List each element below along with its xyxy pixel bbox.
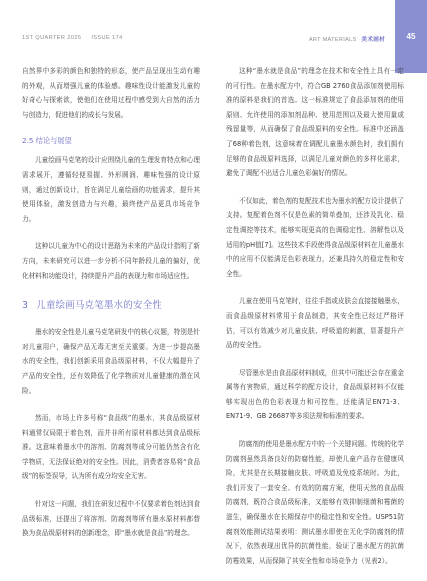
paragraph: 墨水的安全性是儿童马克笔研发中的核心议题，特别是针对儿童用户，确保产品无毒无害至关重要。为进一步提高墨水的安全性，我们创新采用食品级原材料，不仅大幅提升了产品的安全性，还有效降低了化学物质对儿童健康的潜在风险。 bbox=[22, 328, 200, 395]
left-column bbox=[22, 64, 200, 554]
paragraph: 防腐剂的使用是墨水配方中的一个关键问题。传统的化学防腐剂虽然具备良好的防腐性能，却使儿童产品存在健康风险，尤其是在长期接触皮肤、呼吸道及免疫系统时。为此，我们开发了一套安全、有效的防腐方案，使用天然的食品级防腐剂，既符合食品级标准，又能够有效抑制细菌和霉菌的滋生，确保墨水在长期保存中的稳定性和安全性。USP51防腐剂效能测试结果表明：测试墨水即使在无化学防腐剂的情况下，依然表现出优异的抗菌性能，验证了墨水配方的抗菌防霉效果，从而保障了其安全性和市场竞争力（见表2）。 bbox=[226, 440, 404, 565]
section-info bbox=[309, 35, 385, 43]
quarter-label: 1ST QUARTER 2025 bbox=[22, 35, 82, 41]
issue-info bbox=[22, 35, 131, 41]
chapter-number: 3 bbox=[22, 300, 29, 312]
paragraph: 然而，市场上许多号称“食品级”的墨水，其食品级原材料通常仅局限于着色剂，而并非所有原材料都达到食品级标准。这意味着墨水中的溶剂、防腐剂等成分可能仍然含有化学物质，无法保证绝对的安全性。因此，消费者容易将“食品级”的标签误导，认为所有成分均安全无害。 bbox=[22, 414, 200, 481]
paragraph: 针对这一问题，我们在研发过程中不仅要求着色剂达到食品级标准，还提出了将溶剂、防腐剂等所有墨水原材料都替换为食品级原材料的创新理念，即“墨水就是食品”的理念。 bbox=[22, 500, 200, 538]
page-number-tab bbox=[395, 0, 427, 73]
issue-label: ISSUE 174 bbox=[91, 35, 123, 41]
chapter-title: 儿童绘画马克笔墨水的安全性 bbox=[36, 300, 163, 312]
brand-label: 美术画材 bbox=[361, 37, 385, 43]
paragraph: 尽管墨水是由食品原材料制成，但其中可能还会存在重金属等有害物质，通过科学的配方设计，食品级原材料不仅能够实现出色的色彩表现力和可控性，还能满足EN71-3、EN71-9、GB 26687等多项法规和标准的要求。 bbox=[226, 368, 404, 421]
chapter-heading bbox=[22, 299, 200, 313]
paragraph: 自然界中多彩的颜色和独特的形态，使产品呈现出生动有趣的外观，从而增强儿童的体验感。趣味性设计能激发儿童的好奇心与探索欲，使他们在使用过程中感受到大自然的活力与创造力，促进他们的成长与发展。 bbox=[22, 67, 200, 119]
paragraph: 这种“墨水就是食品”的理念在技术和安全性上具有一定的可行性。在墨水配方中，符合GB 2760食品添加剂使用标准的原料是我们的首选。这一标准规定了食品添加剂的使用原则、允许使用的添加剂品种、使用范围以及最大使用量或残留量等，从而确保了食品级原料的安全性。标准中还涵盖了68种着色剂，这意味着在调配儿童墨水颜色时，我们拥有足够的食品级原料选择，以满足儿童对颜色的多样化需求，避免了调配不出适合儿童色彩偏好的情况。 bbox=[226, 67, 404, 178]
right-column bbox=[226, 64, 404, 581]
section-heading: 2.5 结论与展望 bbox=[22, 136, 72, 146]
page-header bbox=[0, 0, 427, 62]
paragraph: 儿童在使用马克笔时，往往手指或皮肤会直接接触墨水，而食品级原材料常用于食品制造，其安全性已经过严格评估，可以有效减少对儿童皮肤、呼吸道的刺激，显著提升产品的安全性。 bbox=[226, 297, 404, 350]
paragraph: 这种以儿童为中心的设计思路为未来的产品设计指明了新方向，未来研究可以进一步分析不同年龄段儿童的偏好，优化材料和功能设计，持续提升产品的表现力和市场适应性。 bbox=[22, 242, 200, 280]
section-label: ART MATERIALS bbox=[308, 37, 357, 43]
paragraph: 不仅如此，着色剂的复配技术也为墨水的配方设计提供了支持。复配着色剂不仅是色素的简单叠加，还涉及乳化、稳定性调控等技术，能够实现更高的色调稳定性、溶解性以及适用的pH值[7]。这些技术手段使得食品级原材料在儿童墨水中的应用不仅能满足色彩表现力，还兼具持久的稳定性和安全性。 bbox=[226, 196, 404, 278]
paragraph: 儿童绘画马克笔的设计应围绕儿童的生理发育特点和心理需求展开，遵循轻便易握、外形圆润、趣味性强的设计原则，通过创新设计，旨在满足儿童绘画的功能需求，提升其使用体验，激发创造力与兴趣，最终使产品更具市场竞争力。 bbox=[22, 156, 200, 223]
page-number: 45 bbox=[406, 32, 416, 41]
